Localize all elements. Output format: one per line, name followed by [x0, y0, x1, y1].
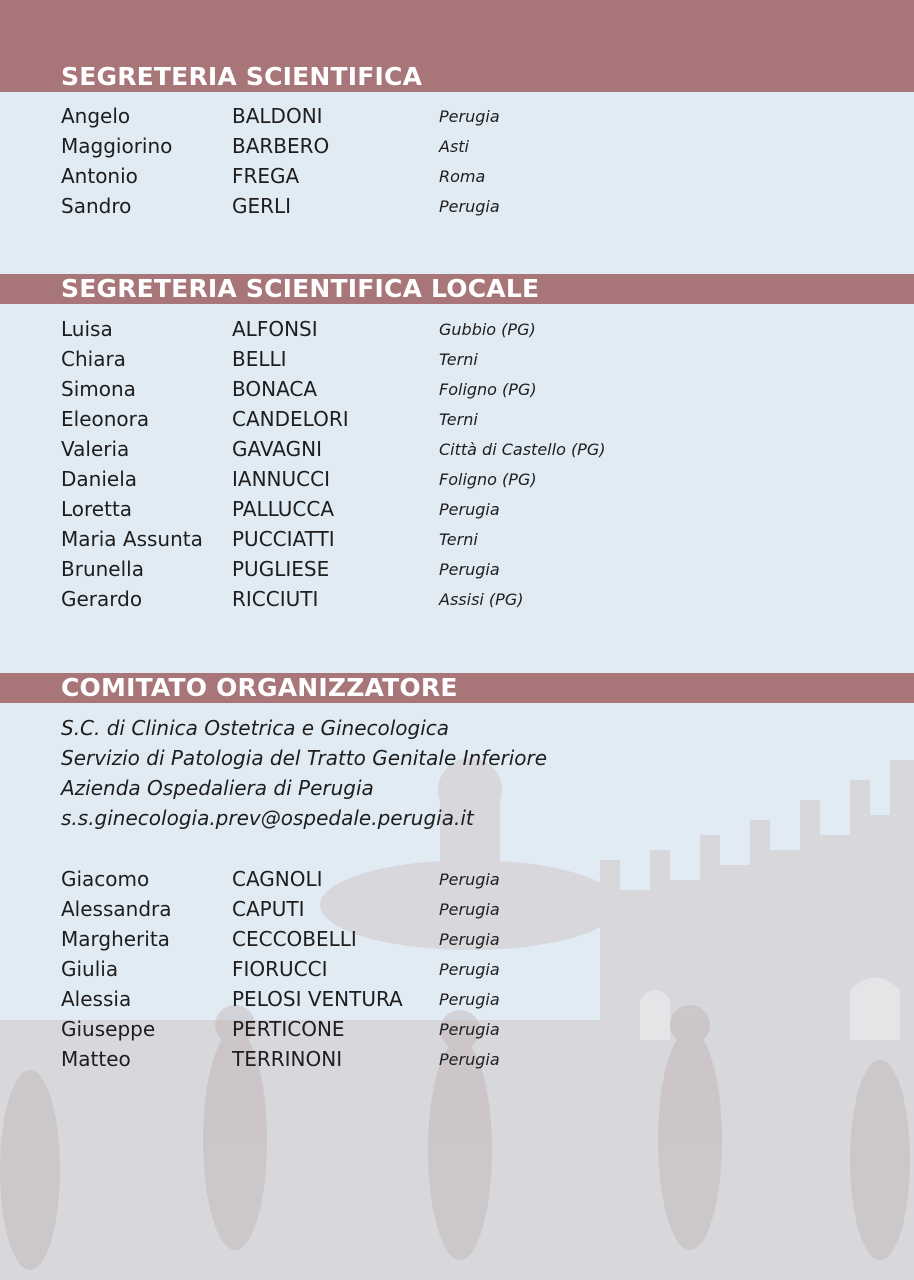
- city: Perugia: [439, 960, 500, 979]
- first-name: Luisa: [61, 317, 113, 341]
- last-name: BALDONI: [232, 104, 323, 128]
- last-name: PUCCIATTI: [232, 527, 335, 551]
- last-name: CAPUTI: [232, 897, 305, 921]
- first-name: Giulia: [61, 957, 119, 981]
- last-name: TERRINONI: [232, 1047, 343, 1071]
- city: Terni: [439, 530, 478, 549]
- city: Perugia: [439, 1050, 500, 1069]
- first-name: Alessia: [61, 987, 132, 1011]
- last-name: PALLUCCA: [232, 497, 335, 521]
- organization-info: [61, 713, 547, 833]
- city: Roma: [439, 167, 486, 186]
- last-name: IANNUCCI: [232, 467, 330, 491]
- first-name: Gerardo: [61, 587, 143, 611]
- city: Perugia: [439, 900, 500, 919]
- city: Perugia: [439, 500, 500, 519]
- city: Perugia: [439, 930, 500, 949]
- city: Perugia: [439, 990, 500, 1009]
- first-name: Daniela: [61, 467, 138, 491]
- first-name: Chiara: [61, 347, 126, 371]
- last-name: PERTICONE: [232, 1017, 345, 1041]
- last-name: ALFONSI: [232, 317, 318, 341]
- city: Terni: [439, 350, 478, 369]
- city: Perugia: [439, 560, 500, 579]
- first-name: Alessandra: [61, 897, 172, 921]
- city: Terni: [439, 410, 478, 429]
- first-name: Maria Assunta: [61, 527, 203, 551]
- org-email: s.s.ginecologia.prev@ospedale.perugia.it: [61, 806, 474, 830]
- last-name: GERLI: [232, 194, 292, 218]
- first-name: Maggiorino: [61, 134, 173, 158]
- city: Perugia: [439, 107, 500, 126]
- last-name: GAVAGNI: [232, 437, 322, 461]
- first-name: Brunella: [61, 557, 144, 581]
- last-name: BELLI: [232, 347, 287, 371]
- first-name: Valeria: [61, 437, 130, 461]
- first-name: Sandro: [61, 194, 132, 218]
- first-name: Loretta: [61, 497, 133, 521]
- org-department: S.C. di Clinica Ostetrica e Ginecologica: [61, 716, 450, 740]
- first-name: Giuseppe: [61, 1017, 156, 1041]
- first-name: Matteo: [61, 1047, 131, 1071]
- org-hospital: Azienda Ospedaliera di Perugia: [61, 776, 374, 800]
- last-name: CAGNOLI: [232, 867, 323, 891]
- last-name: PELOSI VENTURA: [232, 987, 403, 1011]
- last-name: BARBERO: [232, 134, 330, 158]
- last-name: FREGA: [232, 164, 300, 188]
- last-name: BONACA: [232, 377, 318, 401]
- city: Perugia: [439, 197, 500, 216]
- first-name: Simona: [61, 377, 136, 401]
- first-name: Antonio: [61, 164, 138, 188]
- last-name: CECCOBELLI: [232, 927, 357, 951]
- city: Assisi (PG): [439, 590, 524, 609]
- first-name: Eleonora: [61, 407, 150, 431]
- city: Foligno (PG): [439, 380, 537, 399]
- first-name: Margherita: [61, 927, 170, 951]
- section-title-segreteria-locale: SEGRETERIA SCIENTIFICA LOCALE: [61, 274, 540, 303]
- last-name: RICCIUTI: [232, 587, 319, 611]
- city: Gubbio (PG): [439, 320, 536, 339]
- first-name: Angelo: [61, 104, 131, 128]
- city: Perugia: [439, 1020, 500, 1039]
- section-title-segreteria-scientifica: SEGRETERIA SCIENTIFICA: [61, 62, 423, 91]
- last-name: FIORUCCI: [232, 957, 328, 981]
- last-name: PUGLIESE: [232, 557, 330, 581]
- section-title-comitato: COMITATO ORGANIZZATORE: [61, 673, 458, 702]
- city: Asti: [439, 137, 469, 156]
- city: Foligno (PG): [439, 470, 537, 489]
- last-name: CANDELORI: [232, 407, 349, 431]
- city: Città di Castello (PG): [439, 440, 606, 459]
- first-name: Giacomo: [61, 867, 150, 891]
- city: Perugia: [439, 870, 500, 889]
- org-service: Servizio di Patologia del Tratto Genitale Inferiore: [61, 746, 548, 770]
